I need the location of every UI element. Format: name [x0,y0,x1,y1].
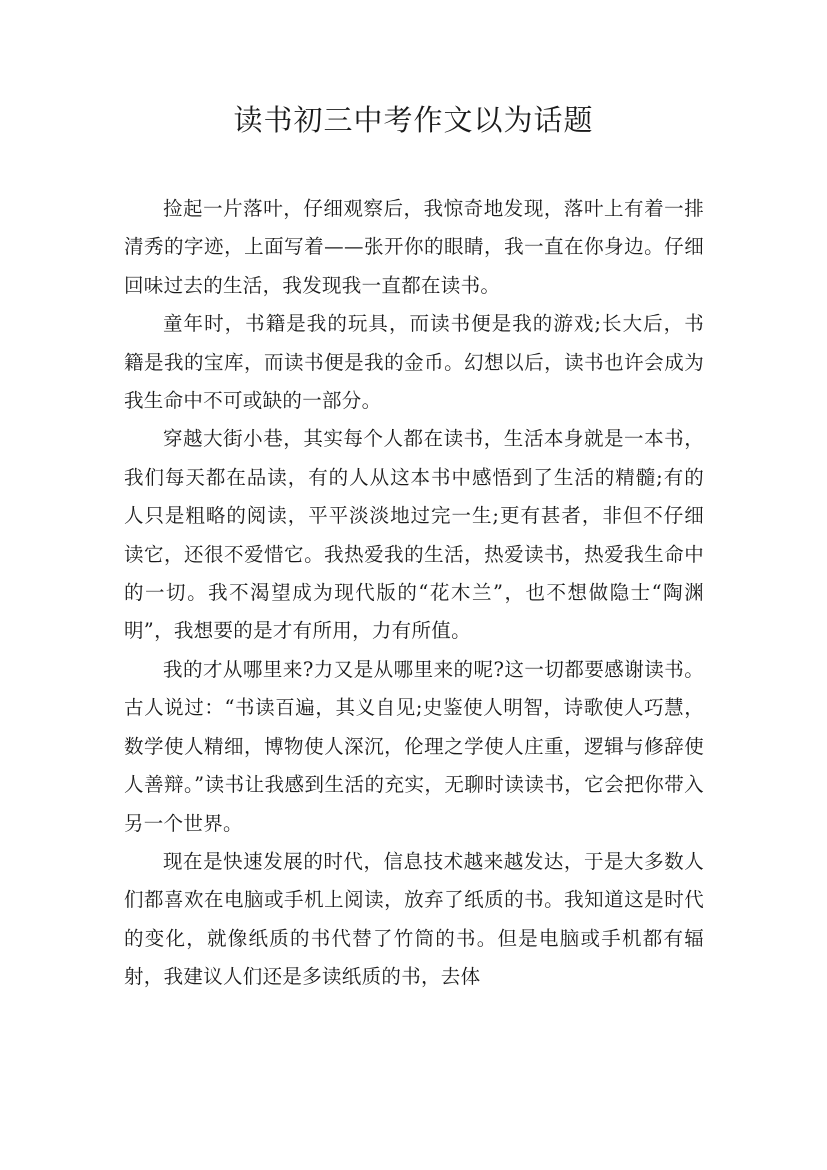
paragraph: 现在是快速发展的时代，信息技术越来越发达，于是大多数人们都喜欢在电脑或手机上阅读，放弃了纸质的书。我知道这是时代的变化，就像纸质的书代替了竹筒的书。但是电脑或手机都有辐射，我建议人们还是多读纸质的书，去体 [124,849,704,989]
paragraph: 穿越大街小巷，其实每个人都在读书，生活本身就是一本书，我们每天都在品读，有的人从这本书中感悟到了生活的精髓;有的人只是粗略的阅读，平平淡淡地过完一生;更有甚者，非但不仔细读它，还很不爱惜它。我热爱我的生活，热爱读书，热爱我生命中的一切。我不渴望成为现代版的“花木兰”，也不想做隐士“陶渊明”，我想要的是才有所用，力有所值。 [124,427,704,643]
paragraph: 我的才从哪里来?力又是从哪里来的呢?这一切都要感谢读书。古人说过：“书读百遍，其义自见;史鉴使人明智，诗歌使人巧慧，数学使人精细，博物使人深沉，伦理之学使人庄重，逻辑与修辞使人善辩。”读书让我感到生活的充实，无聊时读读书，它会把你带入另一个世界。 [124,657,704,835]
document-body [124,190,704,997]
document-title: 读书初三中考作文以为话题 [233,103,594,137]
paragraph: 童年时，书籍是我的玩具，而读书便是我的游戏;长大后，书籍是我的宝库，而读书便是我的金币。幻想以后，读书也许会成为我生命中不可或缺的一部分。 [124,312,704,413]
paragraph: 捡起一片落叶，仔细观察后，我惊奇地发现，落叶上有着一排清秀的字迹，上面写着——张开你的眼睛，我一直在你身边。仔细回味过去的生活，我发现我一直都在读书。 [124,197,704,297]
